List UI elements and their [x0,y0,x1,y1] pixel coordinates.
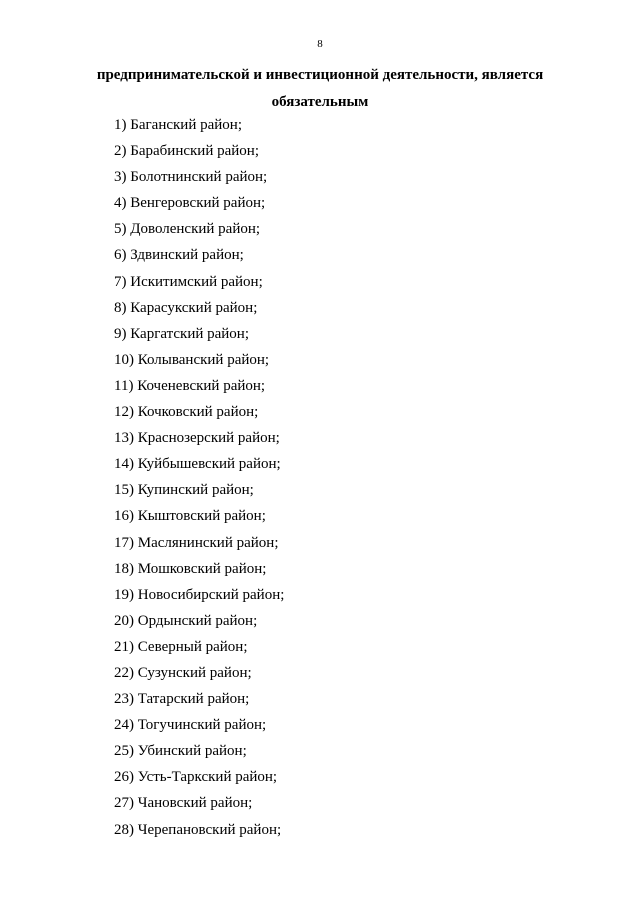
list-item: 12) Кочковский район; [114,404,259,421]
list-item: 16) Кыштовский район; [114,508,266,525]
list-item: 13) Краснозерский район; [114,430,280,447]
list-item: 27) Чановский район; [114,795,253,812]
list-item: 26) Усть-Таркский район; [114,769,278,786]
list-item: 20) Ордынский район; [114,612,258,629]
list-item: 28) Черепановский район; [114,821,282,838]
list-item: 9) Каргатский район; [114,325,249,342]
list-item: 10) Колыванский район; [114,351,270,368]
list-item: 7) Искитимский район; [114,273,263,290]
list-item: 18) Мошковский район; [114,560,267,577]
page-number: 8 [317,38,323,50]
list-item: 19) Новосибирский район; [114,586,285,603]
list-item: 17) Маслянинский район; [114,534,279,551]
list-item: 4) Венгеровский район; [114,195,266,212]
list-item: 1) Баганский район; [114,117,242,133]
list-item: 3) Болотнинский район; [114,169,268,186]
list-item: 22) Сузунский район; [114,664,252,681]
section-heading: предпринимательской и инвестиционной деятельности, является обязательным [96,67,544,110]
list-item: 24) Тогучинский район; [114,717,267,734]
list-item: 15) Купинский район; [114,482,254,499]
list-item: 11) Коченевский район; [114,377,266,394]
list-item: 21) Северный район; [114,638,248,655]
list-item: 8) Карасукский район; [114,299,258,316]
list-item: 23) Татарский район; [114,691,250,708]
list-item: 5) Доволенский район; [114,221,261,238]
list-item: 6) Здвинский район; [114,247,244,264]
district-list [114,112,284,843]
list-item: 2) Барабинский район; [114,143,259,160]
list-item: 14) Куйбышевский район; [114,456,281,473]
list-item: 25) Убинский район; [114,743,247,760]
